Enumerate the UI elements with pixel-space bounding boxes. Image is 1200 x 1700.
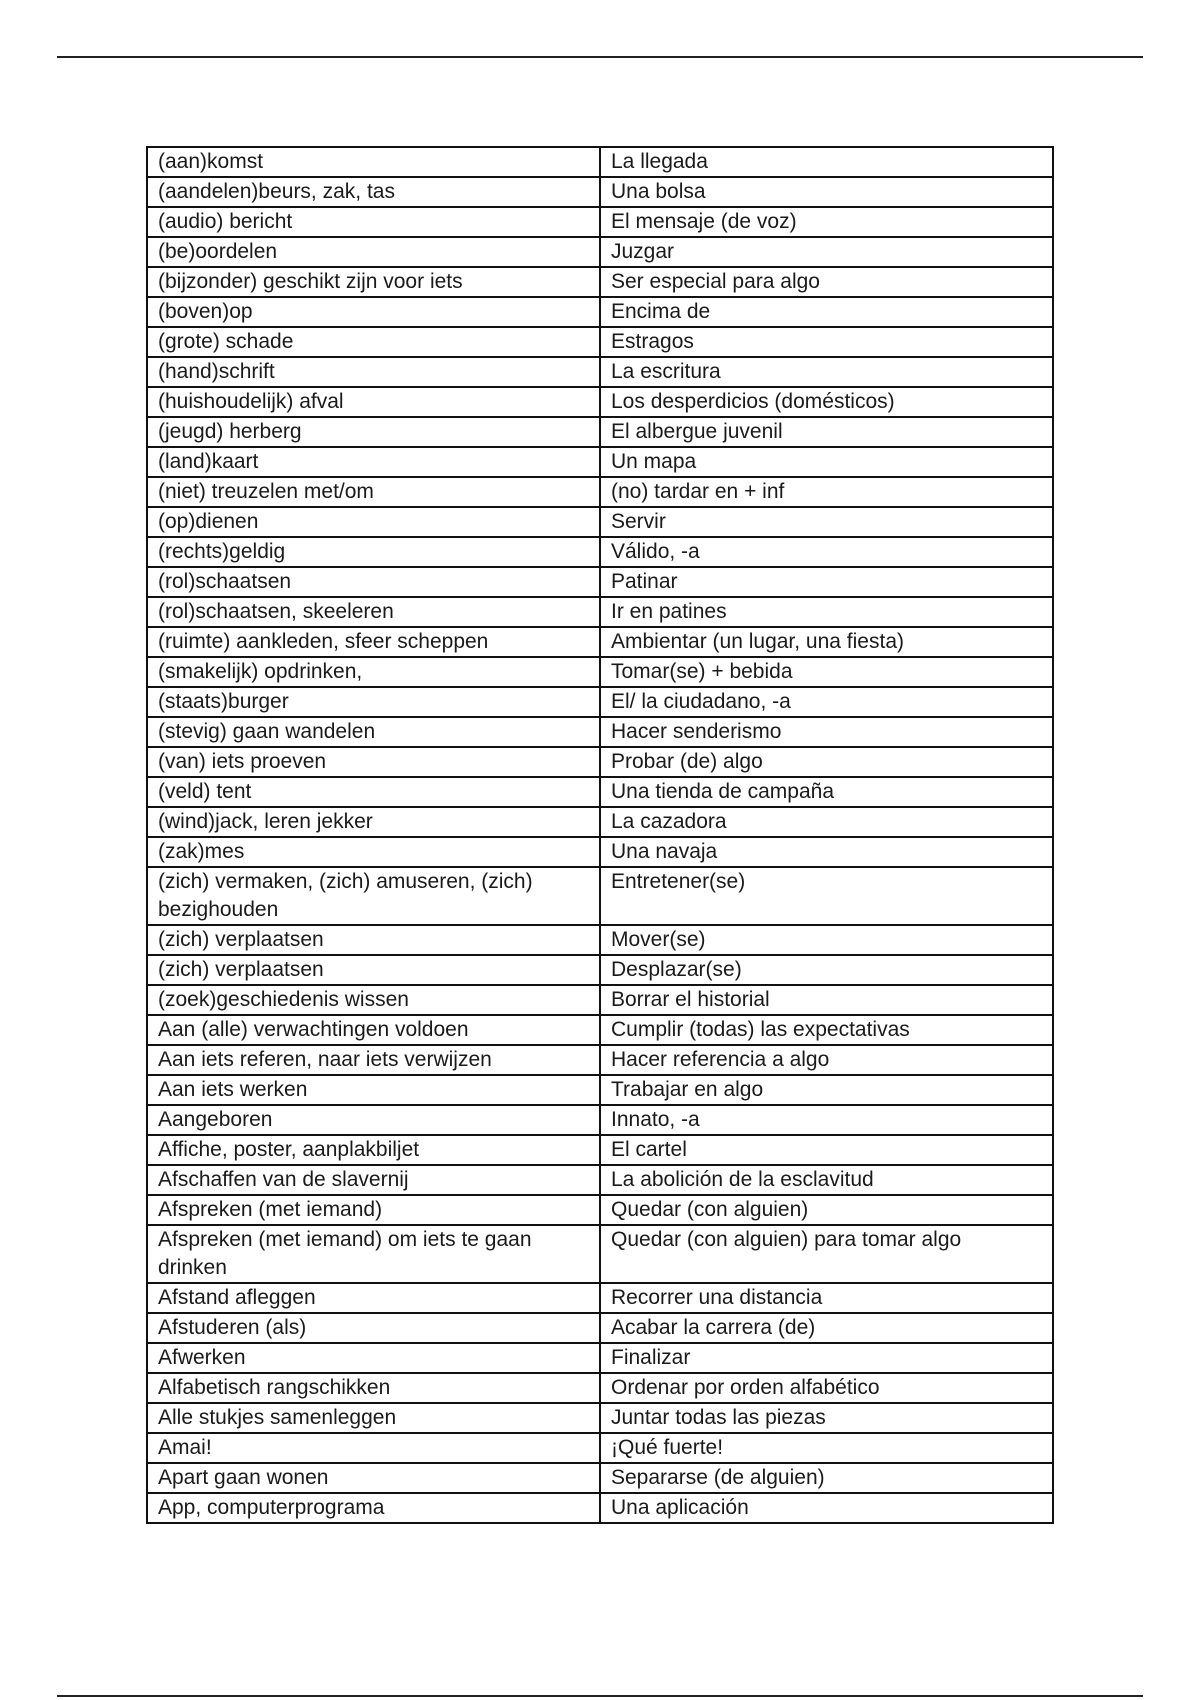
spanish-translation-cell: La llegada: [600, 147, 1053, 177]
spanish-translation-cell: Estragos: [600, 327, 1053, 357]
table-row: [147, 1283, 1053, 1313]
table-row: [147, 447, 1053, 477]
dutch-term-cell: Aan iets werken: [147, 1075, 600, 1105]
table-row: [147, 537, 1053, 567]
table-row: [147, 1135, 1053, 1165]
table-row: [147, 925, 1053, 955]
footer-rule: [57, 1695, 1143, 1697]
dutch-term-cell: (ruimte) aankleden, sfeer scheppen: [147, 627, 600, 657]
spanish-translation-cell: Innato, -a: [600, 1105, 1053, 1135]
dutch-term-cell: (zich) verplaatsen: [147, 955, 600, 985]
spanish-translation-cell: Juntar todas las piezas: [600, 1403, 1053, 1433]
table-row: [147, 507, 1053, 537]
dutch-term-cell: Afstand afleggen: [147, 1283, 600, 1313]
dutch-term-cell: (grote) schade: [147, 327, 600, 357]
dutch-term-cell: (zich) vermaken, (zich) amuseren, (zich) bezighouden: [147, 867, 600, 925]
dutch-term-cell: (bijzonder) geschikt zijn voor iets: [147, 267, 600, 297]
spanish-translation-cell: Ser especial para algo: [600, 267, 1053, 297]
table-row: [147, 687, 1053, 717]
dutch-term-cell: (jeugd) herberg: [147, 417, 600, 447]
dutch-term-cell: (zak)mes: [147, 837, 600, 867]
dutch-term-cell: Afspreken (met iemand) om iets te gaan drinken: [147, 1225, 600, 1283]
spanish-translation-cell: Una aplicación: [600, 1493, 1053, 1523]
table-row: [147, 837, 1053, 867]
spanish-translation-cell: Tomar(se) + bebida: [600, 657, 1053, 687]
table-row: [147, 207, 1053, 237]
dutch-term-cell: Alle stukjes samenleggen: [147, 1403, 600, 1433]
spanish-translation-cell: Hacer referencia a algo: [600, 1045, 1053, 1075]
table-row: [147, 147, 1053, 177]
header-rule: [57, 56, 1143, 58]
table-row: [147, 1343, 1053, 1373]
dutch-term-cell: App, computerprograma: [147, 1493, 600, 1523]
dutch-term-cell: (aan)komst: [147, 147, 600, 177]
spanish-translation-cell: Servir: [600, 507, 1053, 537]
dutch-term-cell: (staats)burger: [147, 687, 600, 717]
spanish-translation-cell: Una navaja: [600, 837, 1053, 867]
table-row: [147, 567, 1053, 597]
table-row: [147, 1195, 1053, 1225]
table-row: [147, 867, 1053, 925]
table-row: [147, 297, 1053, 327]
dutch-term-cell: (op)dienen: [147, 507, 600, 537]
table-row: [147, 1433, 1053, 1463]
table-row: [147, 1225, 1053, 1283]
spanish-translation-cell: Una tienda de campaña: [600, 777, 1053, 807]
dutch-term-cell: Apart gaan wonen: [147, 1463, 600, 1493]
vocabulary-table-body: [147, 147, 1053, 1523]
dutch-term-cell: (land)kaart: [147, 447, 600, 477]
spanish-translation-cell: Hacer senderismo: [600, 717, 1053, 747]
spanish-translation-cell: Trabajar en algo: [600, 1075, 1053, 1105]
table-row: [147, 417, 1053, 447]
table-row: [147, 597, 1053, 627]
spanish-translation-cell: El mensaje (de voz): [600, 207, 1053, 237]
spanish-translation-cell: Mover(se): [600, 925, 1053, 955]
table-row: [147, 1105, 1053, 1135]
dutch-term-cell: (zich) verplaatsen: [147, 925, 600, 955]
dutch-term-cell: (huishoudelijk) afval: [147, 387, 600, 417]
spanish-translation-cell: Juzgar: [600, 237, 1053, 267]
spanish-translation-cell: Ir en patines: [600, 597, 1053, 627]
dutch-term-cell: (veld) tent: [147, 777, 600, 807]
spanish-translation-cell: Cumplir (todas) las expectativas: [600, 1015, 1053, 1045]
dutch-term-cell: Alfabetisch rangschikken: [147, 1373, 600, 1403]
dutch-term-cell: (niet) treuzelen met/om: [147, 477, 600, 507]
table-row: [147, 627, 1053, 657]
dutch-term-cell: Afwerken: [147, 1343, 600, 1373]
spanish-translation-cell: Recorrer una distancia: [600, 1283, 1053, 1313]
spanish-translation-cell: Ordenar por orden alfabético: [600, 1373, 1053, 1403]
spanish-translation-cell: Acabar la carrera (de): [600, 1313, 1053, 1343]
table-row: [147, 1045, 1053, 1075]
spanish-translation-cell: El albergue juvenil: [600, 417, 1053, 447]
spanish-translation-cell: Borrar el historial: [600, 985, 1053, 1015]
dutch-term-cell: (boven)op: [147, 297, 600, 327]
table-row: [147, 1015, 1053, 1045]
dutch-term-cell: (audio) bericht: [147, 207, 600, 237]
dutch-term-cell: (rol)schaatsen, skeeleren: [147, 597, 600, 627]
vocabulary-table: [146, 146, 1054, 1524]
spanish-translation-cell: Quedar (con alguien) para tomar algo: [600, 1225, 1053, 1283]
spanish-translation-cell: El cartel: [600, 1135, 1053, 1165]
dutch-term-cell: Aangeboren: [147, 1105, 600, 1135]
spanish-translation-cell: Finalizar: [600, 1343, 1053, 1373]
table-row: [147, 955, 1053, 985]
table-row: [147, 387, 1053, 417]
table-row: [147, 1493, 1053, 1523]
table-row: [147, 777, 1053, 807]
spanish-translation-cell: Una bolsa: [600, 177, 1053, 207]
table-row: [147, 985, 1053, 1015]
table-row: [147, 1463, 1053, 1493]
dutch-term-cell: (aandelen)beurs, zak, tas: [147, 177, 600, 207]
spanish-translation-cell: Encima de: [600, 297, 1053, 327]
spanish-translation-cell: Los desperdicios (domésticos): [600, 387, 1053, 417]
table-row: [147, 357, 1053, 387]
spanish-translation-cell: El/ la ciudadano, -a: [600, 687, 1053, 717]
spanish-translation-cell: (no) tardar en + inf: [600, 477, 1053, 507]
dutch-term-cell: (wind)jack, leren jekker: [147, 807, 600, 837]
table-row: [147, 1313, 1053, 1343]
dutch-term-cell: Amai!: [147, 1433, 600, 1463]
table-row: [147, 1373, 1053, 1403]
dutch-term-cell: Afspreken (met iemand): [147, 1195, 600, 1225]
spanish-translation-cell: Válido, -a: [600, 537, 1053, 567]
table-row: [147, 1403, 1053, 1433]
dutch-term-cell: Affiche, poster, aanplakbiljet: [147, 1135, 600, 1165]
spanish-translation-cell: Quedar (con alguien): [600, 1195, 1053, 1225]
spanish-translation-cell: La abolición de la esclavitud: [600, 1165, 1053, 1195]
dutch-term-cell: Aan (alle) verwachtingen voldoen: [147, 1015, 600, 1045]
spanish-translation-cell: Separarse (de alguien): [600, 1463, 1053, 1493]
spanish-translation-cell: Ambientar (un lugar, una fiesta): [600, 627, 1053, 657]
table-row: [147, 177, 1053, 207]
spanish-translation-cell: Un mapa: [600, 447, 1053, 477]
table-row: [147, 1075, 1053, 1105]
spanish-translation-cell: Desplazar(se): [600, 955, 1053, 985]
spanish-translation-cell: Entretener(se): [600, 867, 1053, 925]
dutch-term-cell: (rechts)geldig: [147, 537, 600, 567]
dutch-term-cell: (van) iets proeven: [147, 747, 600, 777]
dutch-term-cell: (be)oordelen: [147, 237, 600, 267]
table-row: [147, 477, 1053, 507]
dutch-term-cell: (hand)schrift: [147, 357, 600, 387]
table-row: [147, 747, 1053, 777]
dutch-term-cell: Aan iets referen, naar iets verwijzen: [147, 1045, 600, 1075]
dutch-term-cell: (stevig) gaan wandelen: [147, 717, 600, 747]
table-row: [147, 657, 1053, 687]
table-row: [147, 237, 1053, 267]
table-row: [147, 807, 1053, 837]
dutch-term-cell: Afschaffen van de slavernij: [147, 1165, 600, 1195]
spanish-translation-cell: ¡Qué fuerte!: [600, 1433, 1053, 1463]
dutch-term-cell: (zoek)geschiedenis wissen: [147, 985, 600, 1015]
table-row: [147, 327, 1053, 357]
spanish-translation-cell: La cazadora: [600, 807, 1053, 837]
spanish-translation-cell: Probar (de) algo: [600, 747, 1053, 777]
table-row: [147, 717, 1053, 747]
dutch-term-cell: (smakelijk) opdrinken,: [147, 657, 600, 687]
spanish-translation-cell: La escritura: [600, 357, 1053, 387]
spanish-translation-cell: Patinar: [600, 567, 1053, 597]
table-row: [147, 1165, 1053, 1195]
dutch-term-cell: (rol)schaatsen: [147, 567, 600, 597]
table-row: [147, 267, 1053, 297]
dutch-term-cell: Afstuderen (als): [147, 1313, 600, 1343]
